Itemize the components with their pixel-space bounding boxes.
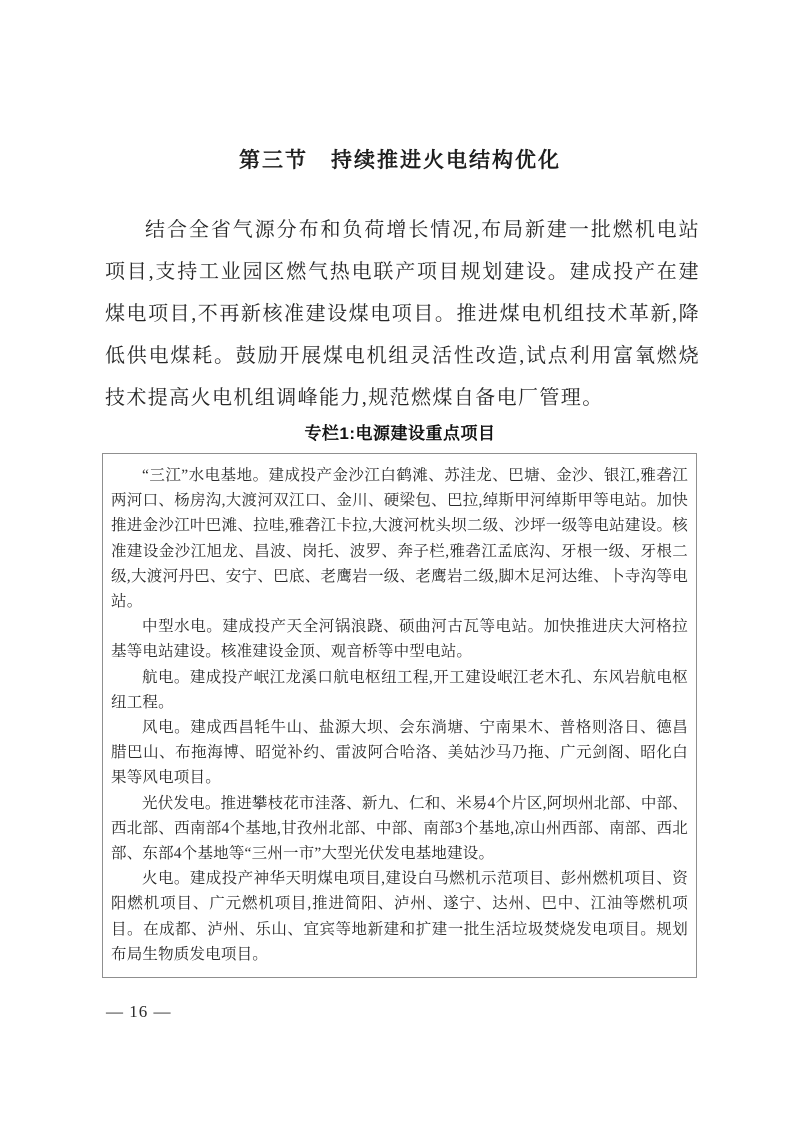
box-paragraph-solar: 光伏发电。推进攀枝花市洼落、新九、仁和、米易4个片区,阿坝州北部、中部、西北部、西南部4个基地,甘孜州北部、中部、南部3个基地,凉山州西部、南部、西北部、东部4个基地等“三州一市”大型光伏发电基地建设。	[111, 794, 688, 863]
page-number: — 16 —	[106, 1002, 172, 1021]
body-paragraph: 结合全省气源分布和负荷增长情况,布局新建一批燃机电站项目,支持工业园区燃气热电联产项目规划建设。建成投产在建煤电项目,不再新核准建设煤电项目。推进煤电机组技术革新,降低供电煤耗。鼓励开展煤电机组灵活性改造,试点利用富氧燃烧技术提高火电机组调峰能力,规范燃煤自备电厂管理。	[105, 219, 700, 409]
box-paragraph-wind: 风电。建成西昌牦牛山、盐源大坝、会东淌塘、宁南果木、普格则洛日、德昌腊巴山、布拖海博、昭觉补约、雷波阿合哈洛、美姑沙马乃拖、广元剑阁、昭化白果等风电项目。	[111, 719, 688, 787]
box-title: 专栏1:电源建设重点项目	[304, 424, 496, 443]
section-title: 第三节 持续推进火电结构优化	[239, 148, 561, 172]
box-paragraph-thermal: 火电。建成投产神华天明煤电项目,建设白马燃机示范项目、彭州燃机项目、资阳燃机项目、广元燃机项目,推进简阳、泸州、遂宁、达州、巴中、江油等燃机项目。在成都、泸州、乐山、宜宾等地新建和扩建一批生活垃圾焚烧发电项目。规划布局生物质发电项目。	[111, 870, 688, 963]
box-paragraph-medium-hydro: 中型水电。建成投产天全河锅浪跷、硕曲河古瓦等电站。加快推进庆大河格拉基等电站建设。核准建设金顶、观音桥等中型电站。	[111, 618, 688, 661]
box-paragraph-navigation-power: 航电。建成投产岷江龙溪口航电枢纽工程,开工建设岷江老木孔、东风岩航电枢纽工程。	[111, 668, 688, 711]
box-paragraph-hydro-base: “三江”水电基地。建成投产金沙江白鹤滩、苏洼龙、巴塘、金沙、银江,雅砻江两河口、杨房沟,大渡河双江口、金川、硬梁包、巴拉,绰斯甲河绰斯甲等电站。加快推进金沙江叶巴滩、拉哇,雅砻江卡拉,大渡河枕头坝二级、沙坪一级等电站建设。核准建设金沙江旭龙、昌波、岗托、波罗、奔子栏,雅砻江孟底沟、牙根一级、牙根二级,大渡河丹巴、安宁、巴底、老鹰岩一级、老鹰岩二级,脚木足河达维、卜寺沟等电站。	[111, 467, 688, 611]
project-box	[102, 453, 697, 978]
